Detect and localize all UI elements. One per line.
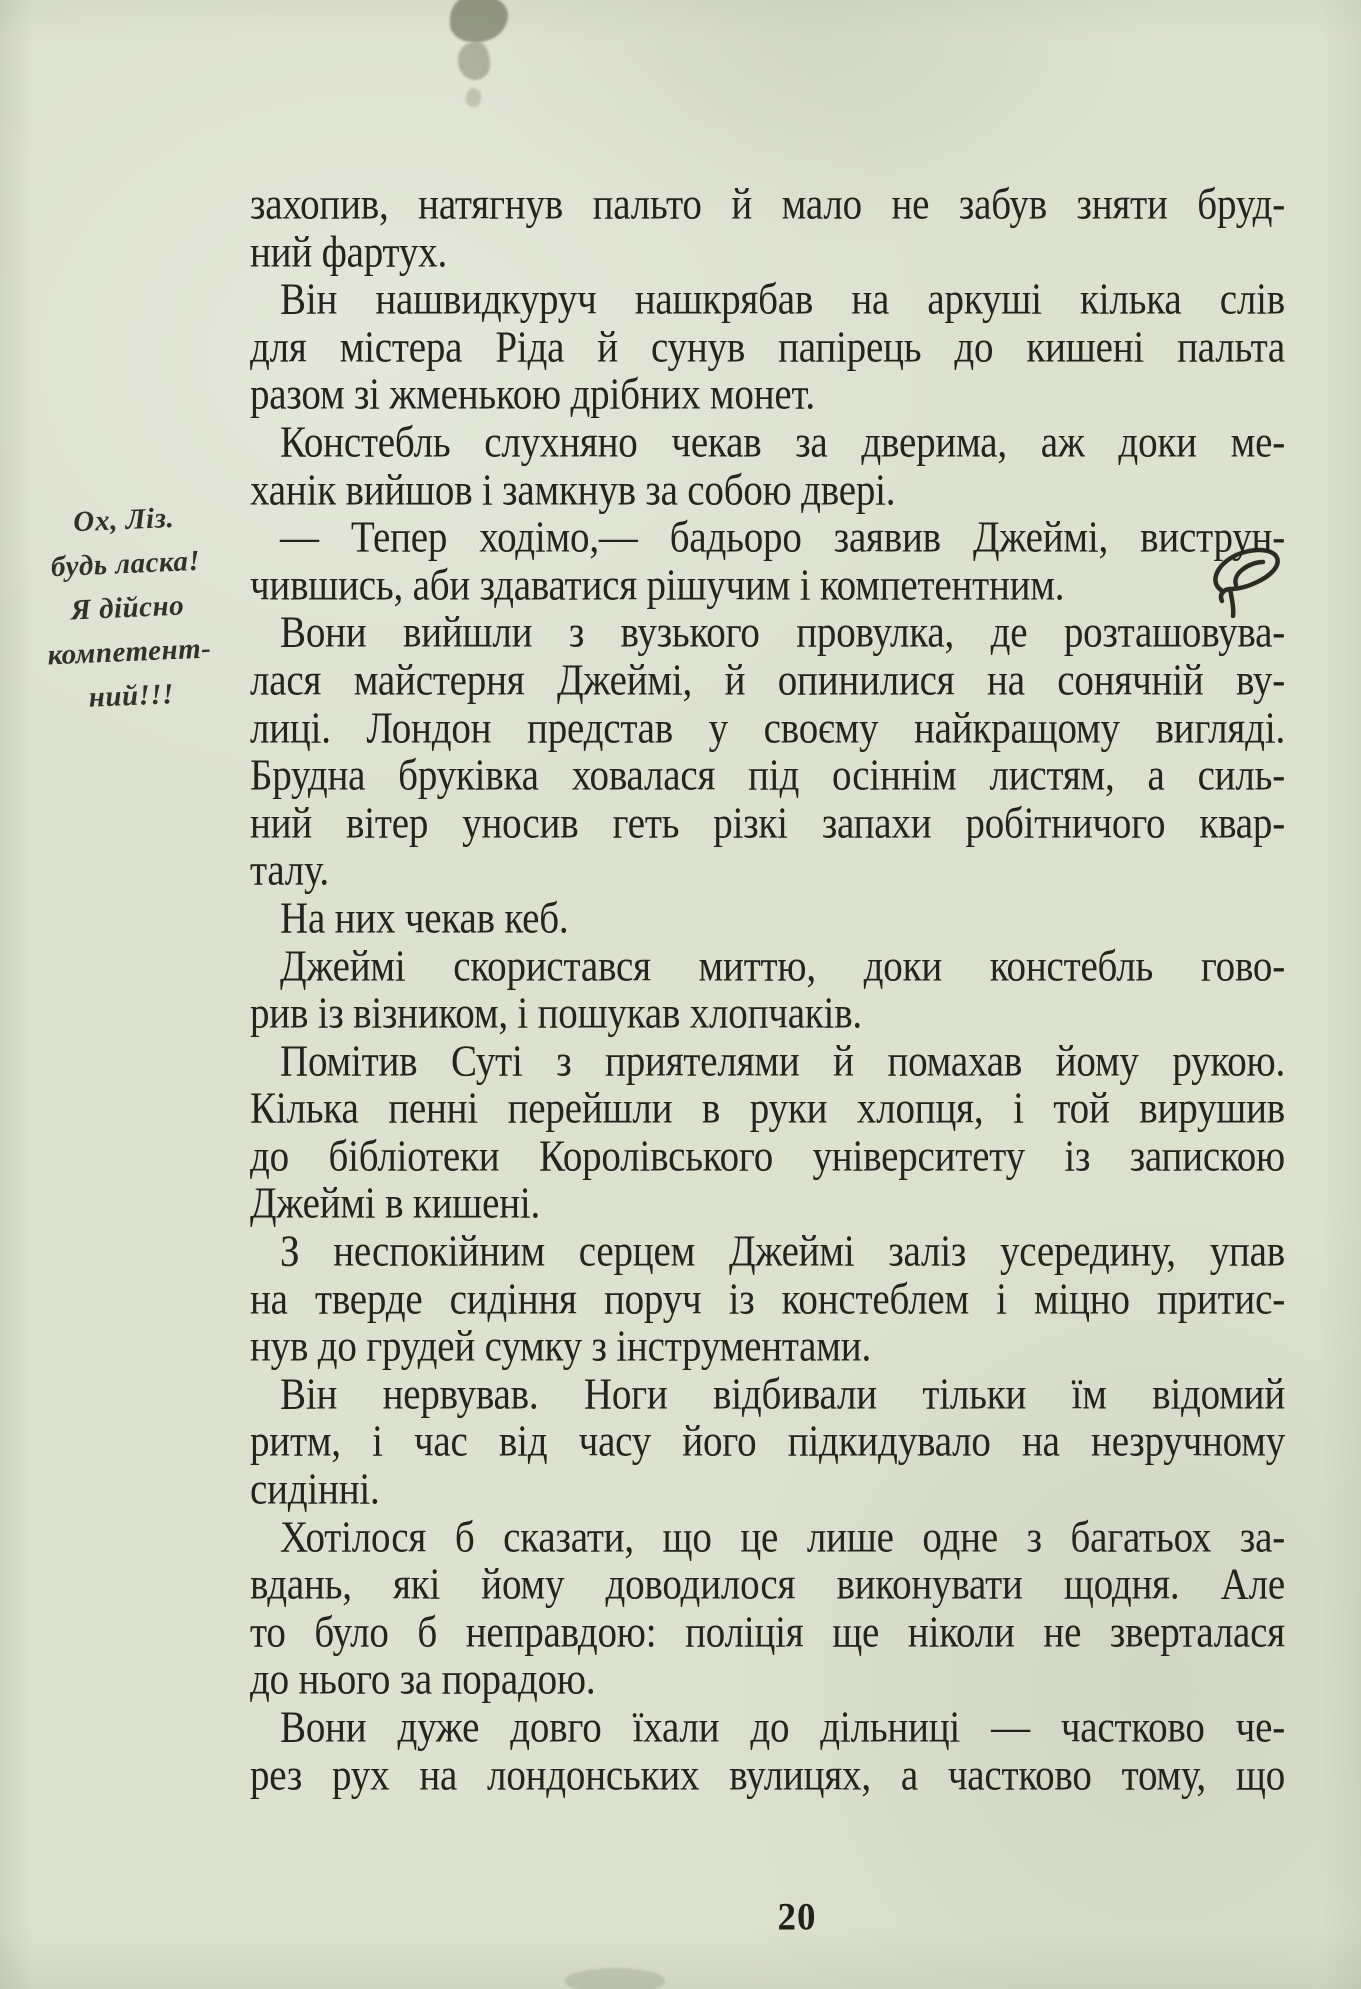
text-line: Джеймі скористався миттю, доки констебль гово- — [280, 941, 1285, 991]
ink-stain — [458, 42, 490, 80]
text-line: Брудна бруківка ховалася під осіннім листям, а силь- — [250, 751, 1285, 800]
page-edge-smudge — [565, 1968, 665, 1989]
text-line: нув до грудей сумку з інструментами. — [250, 1322, 871, 1371]
paragraph — [250, 1036, 1285, 1229]
paragraph — [250, 515, 1285, 610]
ink-stain — [450, 0, 508, 42]
text-line: для містера Ріда й сунув папірець до кишені пальта — [250, 322, 1285, 372]
text-line: лиці. Лондон представ у своєму найкращому вигляді. — [250, 703, 1285, 753]
text-line: чившись, аби здаватися рішучим і компетентним. — [250, 560, 1065, 610]
paragraph — [250, 1705, 1285, 1800]
text-line: разом зі жменькою дрібних монет. — [250, 370, 815, 420]
text-line: захопив, натягнув пальто й мало не забув зняти бруд- — [250, 180, 1285, 229]
ink-stain — [466, 88, 481, 107]
page-text — [250, 182, 1285, 1800]
text-line: рив із візником, і пошукав хлопчаків. — [250, 989, 862, 1038]
margin-note-line: Я дійсно — [70, 589, 185, 627]
page-number: 20 — [777, 1895, 817, 1940]
margin-note-line: Ох, Ліз. — [72, 501, 175, 539]
text-line: талу. — [250, 846, 329, 895]
margin-note-line: компетент- — [46, 632, 212, 672]
text-line: Хотілося б сказати, що це лише одне з багатьох за- — [280, 1512, 1285, 1562]
text-line: Констебль слухняно чекав за дверима, аж доки ме- — [280, 418, 1285, 467]
text-line: З неспокійним серцем Джеймі заліз усередину, упав — [280, 1227, 1285, 1276]
text-line: ритм, і час від часу його підкидувало на незручному — [250, 1417, 1285, 1467]
text-line: до бібліотеки Королівського університету із запискою — [250, 1131, 1285, 1181]
text-line: Вони вийшли з вузького провулка, де розташовува- — [280, 608, 1285, 657]
text-line: лася майстерня Джеймі, й опинилися на сонячній ву- — [250, 655, 1285, 705]
paragraph — [250, 277, 1285, 420]
paragraph — [250, 1229, 1285, 1372]
text-line: Кілька пенні перейшли в руки хлопця, і той вирушив — [250, 1084, 1285, 1133]
text-line: то було б неправдою: поліція ще ніколи не зверталася — [250, 1607, 1285, 1657]
margin-note-line: будь ласка! — [50, 544, 201, 584]
paragraph — [250, 893, 1285, 944]
text-line: ханік вийшов і замкнув за собою двері. — [250, 465, 896, 515]
text-line: Джеймі в кишені. — [250, 1179, 541, 1229]
text-line: до нього за порадою. — [250, 1655, 596, 1705]
text-line: Вони дуже довго їхали до дільниці — частково че- — [280, 1703, 1285, 1752]
paragraph — [250, 182, 1285, 277]
text-line: рез рух на лондонських вулицях, а частково тому, що — [250, 1750, 1285, 1800]
text-line: Він нашвидкуруч нашкрябав на аркуші кілька слів — [280, 275, 1285, 324]
paragraph — [250, 1512, 1285, 1705]
text-line: — Тепер ходімо,— бадьоро заявив Джеймі, виструн- — [280, 513, 1285, 562]
text-line: вдань, які йому доводилося виконувати щодня. Але — [250, 1560, 1285, 1609]
margin-note-line: ний!!! — [88, 678, 175, 714]
text-line: ний вітер уносив геть різкі запахи робітничого квар- — [250, 798, 1285, 848]
text-line: сидінні. — [250, 1465, 380, 1514]
paragraph — [250, 420, 1285, 515]
paragraph — [250, 610, 1285, 896]
paragraph — [250, 941, 1285, 1039]
text-line: на тверде сидіння поруч із констеблем і міцно притис- — [250, 1274, 1285, 1324]
text-line: Помітив Суті з приятелями й помахав йому рукою. — [280, 1036, 1285, 1086]
paragraph — [250, 1369, 1285, 1515]
margin-note-handwritten — [5, 493, 249, 723]
text-line: На них чекав кеб. — [280, 893, 569, 943]
text-line: ний фартух. — [250, 227, 448, 277]
text-line: Він нервував. Ноги відбивали тільки їм відомий — [280, 1369, 1285, 1419]
